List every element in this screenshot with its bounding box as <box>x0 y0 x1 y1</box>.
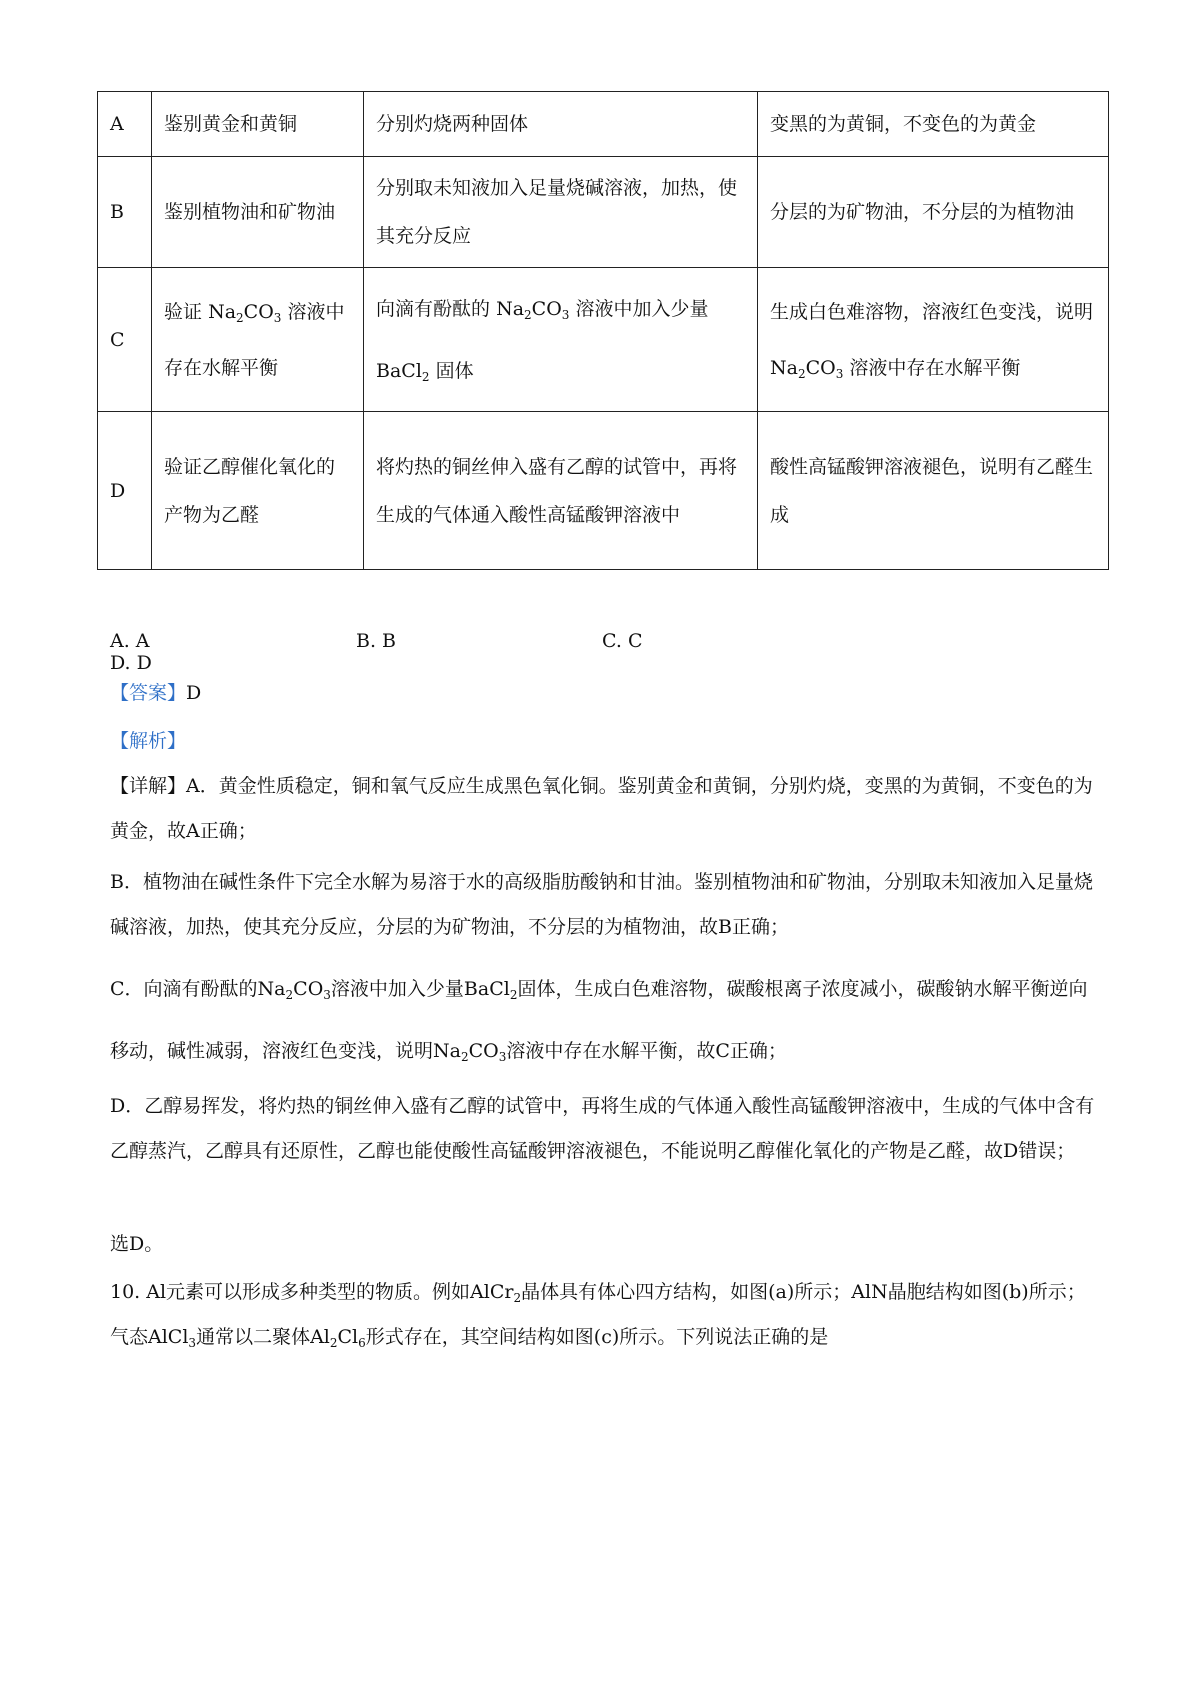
formula: BaCl$_2$ <box>376 359 430 384</box>
conclusion-cell: 变黑的为黄铜，不变色的为黄金 <box>758 92 1109 157</box>
formula: $Na_2CO_3$ <box>208 300 282 325</box>
conclusion-cell: 分层的为矿物油，不分层的为植物油 <box>758 157 1109 268</box>
q10-text: 10. Al元素可以形成多种类型的物质。例如AlCr <box>110 1281 514 1303</box>
purpose-cell: 验证乙醇催化氧化的产物为乙醛 <box>152 412 364 570</box>
purpose-text: 溶液中存在水解平衡 <box>164 300 345 379</box>
question-10 <box>110 1270 1100 1360</box>
option-b: B. B <box>356 630 397 652</box>
formula: $Na_2CO_3$ <box>770 356 844 381</box>
formula: BaCl$_2$ <box>463 978 518 1002</box>
formula: $Na_2CO_3$ <box>433 1040 507 1064</box>
operation-text: 固体 <box>435 359 474 382</box>
table-row <box>98 268 1109 412</box>
q10-text: 形式存在，其空间结构如图(c)所示。下列说法正确的是 <box>365 1326 829 1348</box>
option-d: D. D <box>110 652 152 674</box>
row-label: A <box>98 92 152 157</box>
conclusion-cell: 酸性高锰酸钾溶液褪色，说明有乙醛生成 <box>758 412 1109 570</box>
operation-cell: 分别取未知液加入足量烧碱溶液，加热，使其充分反应 <box>364 157 758 268</box>
row-label: C <box>98 268 152 412</box>
operation-cell: 分别灼烧两种固体 <box>364 92 758 157</box>
detail-c-text: 固体，生成白色难溶物，碳酸根离子浓度减小，碳酸钠水解平衡逆向移动，碱性减弱，溶液红色变浅，说明 <box>110 978 1088 1062</box>
q10-text: 晶体具有体心四方结构，如图(a)所示；AlN晶胞结构如图(b)所示；气态AlCl <box>110 1281 1086 1348</box>
operation-text: 溶液中加入少量 <box>575 297 709 320</box>
detail-a-text: A．黄金性质稳定，铜和氧气反应生成黑色氧化铜。鉴别黄金和黄铜，分别灼烧，变黑的为黄铜，不变色的为黄金，故A正确； <box>110 775 1093 842</box>
formula: $Na_2CO_3$ <box>496 297 570 322</box>
detail-c <box>110 958 1100 1082</box>
answer-value: D <box>186 682 202 704</box>
conclusion-cell <box>758 268 1109 412</box>
subscript: 3 <box>188 1336 197 1350</box>
row-label: B <box>98 157 152 268</box>
subscript: 2 <box>329 1336 338 1350</box>
option-a: A. A <box>110 630 150 652</box>
subscript: 2 <box>513 1291 522 1305</box>
q10-text: Cl <box>337 1326 359 1348</box>
purpose-cell: 鉴别植物油和矿物油 <box>152 157 364 268</box>
detail-a <box>110 764 1100 854</box>
analysis-tag: 【解析】 <box>110 730 187 752</box>
choose-line: 选D。 <box>110 1233 164 1255</box>
operation-cell: 将灼热的铜丝伸入盛有乙醇的试管中，再将生成的气体通入酸性高锰酸钾溶液中 <box>364 412 758 570</box>
formula: $Na_2CO_3$ <box>257 978 331 1002</box>
operation-cell <box>364 268 758 412</box>
purpose-text: 验证 <box>164 300 203 323</box>
answer-tag: 【答案】 <box>110 682 187 704</box>
purpose-cell: 鉴别黄金和黄铜 <box>152 92 364 157</box>
option-c: C. C <box>602 630 643 652</box>
answer-options <box>110 630 1090 674</box>
detail-c-text: 溶液中存在水解平衡，故C正确； <box>506 1040 787 1062</box>
table-row <box>98 92 1109 157</box>
experiment-table <box>97 91 1109 570</box>
detail-c-text: 溶液中加入少量 <box>330 978 464 1000</box>
answer-line <box>110 678 1100 705</box>
detail-c-text: C．向滴有酚酞的 <box>110 978 258 1000</box>
detail-tag: 【详解】 <box>110 775 187 797</box>
analysis-line <box>110 726 1100 753</box>
detail-d: D．乙醇易挥发，将灼热的铜丝伸入盛有乙醇的试管中，再将生成的气体通入酸性高锰酸钾溶液中，生成的气体中含有乙醇蒸汽，乙醇具有还原性，乙醇也能使酸性高锰酸钾溶液褪色，不能说明乙醇催化氧化的产物是乙醛，故D错误； <box>110 1095 1095 1162</box>
conclusion-text: 溶液中存在水解平衡 <box>849 356 1021 379</box>
conclusion-text: 生成白色难溶物，溶液红色变浅，说明 <box>770 300 1094 323</box>
subscript: 6 <box>358 1336 366 1350</box>
row-label: D <box>98 412 152 570</box>
detail-b: B．植物油在碱性条件下完全水解为易溶于水的高级脂肪酸钠和甘油。鉴别植物油和矿物油，分别取未知液加入足量烧碱溶液，加热，使其充分反应，分层的为矿物油，不分层的为植物油，故B正确； <box>110 871 1093 938</box>
purpose-cell <box>152 268 364 412</box>
q10-text: 通常以二聚体Al <box>196 1326 330 1348</box>
table-row <box>98 412 1109 570</box>
table-row <box>98 157 1109 268</box>
operation-text: 向滴有酚酞的 <box>376 297 491 320</box>
